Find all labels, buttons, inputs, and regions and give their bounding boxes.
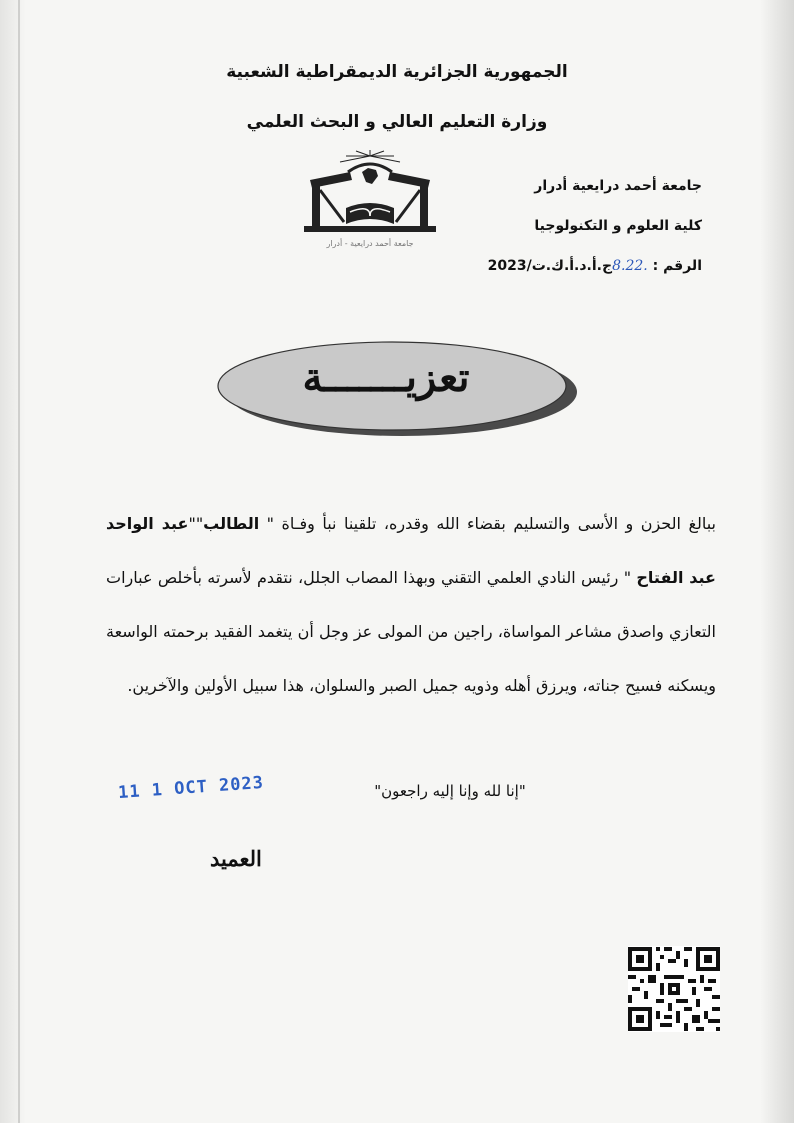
faculty-name: كلية العلوم و التكنولوجيا	[534, 218, 702, 234]
reference-suffix: ج.أ.د.أ.ك.ت/2023	[487, 258, 613, 274]
dean-signature-title: العميد	[210, 846, 262, 871]
condolence-body	[106, 497, 716, 713]
university-name: جامعة أحمد درايعية أدرار	[534, 178, 702, 194]
body-part-2: ""	[188, 514, 204, 533]
body-part-1: ببالغ الحزن و الأسى والتسليم بقضاء الله وقدره، تلقينا نبأ وفـاة "	[259, 514, 716, 533]
student-name: عبد الواحد عبد الفتاح	[106, 514, 716, 587]
document-title: تعزيـــــــة	[302, 354, 470, 401]
reference-handwritten-2: 22	[625, 258, 644, 274]
title-plaque	[216, 340, 578, 440]
republic-heading: الجمهورية الجزائرية الديمقراطية الشعبية	[226, 62, 568, 82]
scan-edge	[18, 0, 20, 1123]
reference-label: الرقم :	[647, 258, 702, 274]
ministry-heading: وزارة التعليم العالي و البحث العلمي	[246, 112, 548, 132]
logo-caption: جامعة أحمد درايعية - أدرار	[326, 239, 414, 248]
quran-verse: "إنا لله وإنا إليه راجعون"	[374, 782, 526, 800]
date-stamp: 11 1 OCT 2023	[117, 772, 265, 804]
qr-code-icon	[628, 946, 720, 1032]
reference-handwritten: .8.	[612, 258, 648, 274]
reference-number	[488, 258, 702, 274]
body-part-3: " رئيس النادي العلمي التقني وبهذا المصاب الجلل، نتقدم لأسرته بأخلص عبارات التعازي واصدق مشاعر المواساة، راجين من المولى عز وجل أن يتغمد الفقيد برحمته الواسعة ويسكنه فسيح جناته، ويرزق أهله وذويه جميل الصبر والسلوان، هذا سبيل الأولين والآخرين.	[106, 568, 716, 695]
university-logo-icon	[290, 150, 450, 250]
student-label: الطالب	[203, 514, 260, 533]
